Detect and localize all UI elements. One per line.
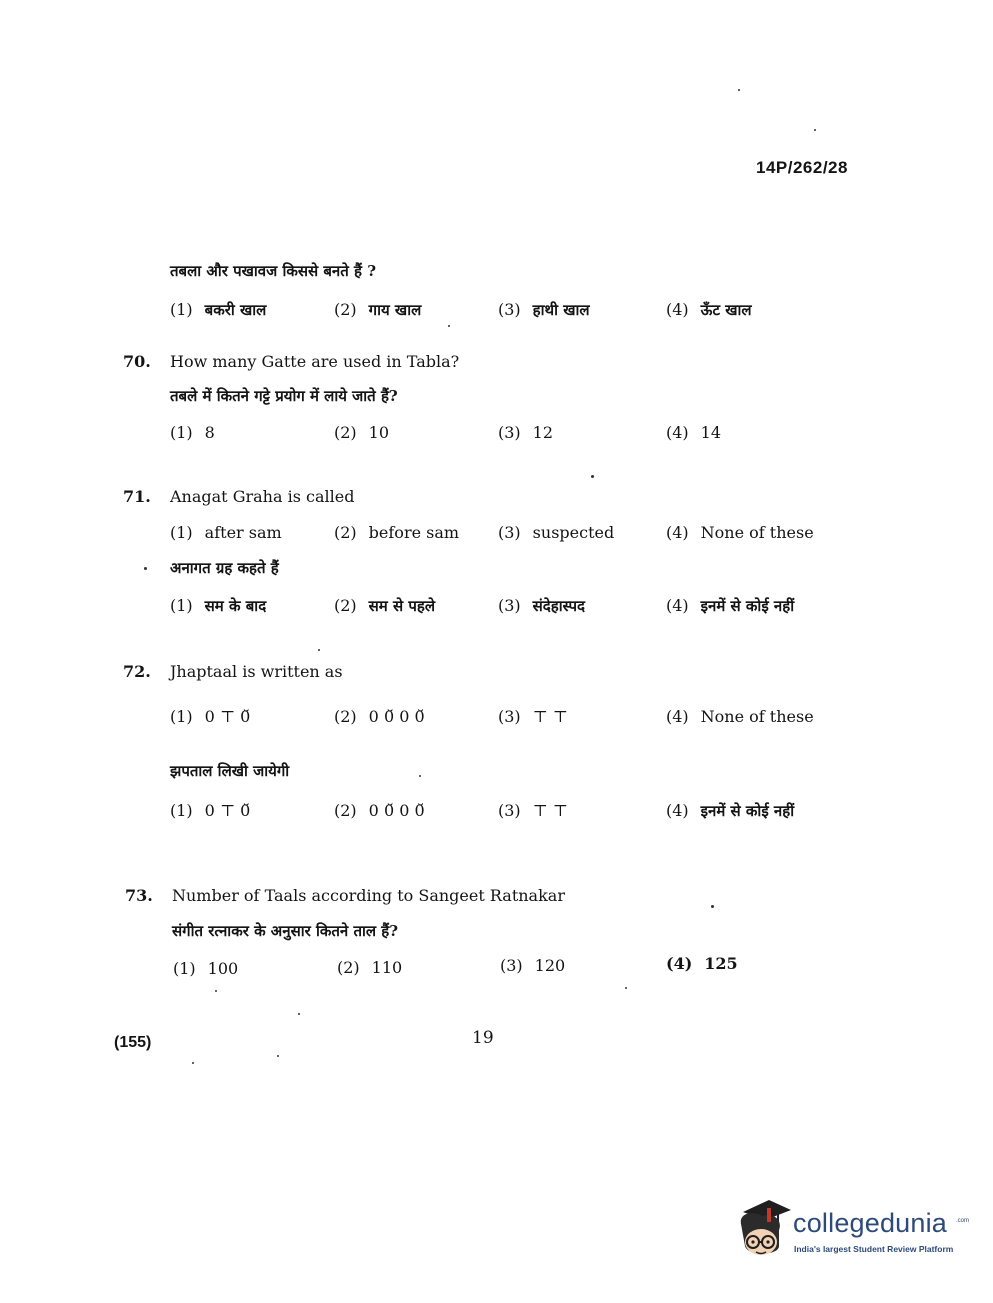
scan-speck bbox=[318, 649, 320, 651]
q72-option-en-4: (4) None of these bbox=[666, 707, 814, 726]
q73-option-1: (1) 100 bbox=[173, 959, 239, 978]
q70-option-1: (1) 8 bbox=[170, 423, 215, 442]
q73-option-4: (4) 125 bbox=[666, 954, 738, 973]
mascot-icon bbox=[735, 1198, 793, 1264]
q71-option-hi-2: (2) सम से पहले bbox=[334, 596, 436, 615]
q72-hindi-text: झपताल लिखी जायेगी bbox=[170, 762, 290, 780]
q71-option-en-3: (3) suspected bbox=[498, 523, 615, 542]
q70-english-text: How many Gatte are used in Tabla? bbox=[170, 352, 460, 371]
q69-option-2: (2) गाय खाल bbox=[334, 300, 422, 319]
q71-option-hi-1: (1) सम के बाद bbox=[170, 596, 267, 615]
scan-speck bbox=[738, 89, 740, 91]
scan-speck bbox=[591, 475, 594, 478]
q73-hindi-text: संगीत रत्नाकर के अनुसार कितने ताल हैं? bbox=[172, 922, 399, 940]
page-number: 19 bbox=[472, 1028, 494, 1048]
scan-speck bbox=[448, 325, 450, 327]
q71-option-en-1: (1) after sam bbox=[170, 523, 282, 542]
collegedunia-logo bbox=[735, 1198, 970, 1264]
q72-option-en-2: (2) 0 0̆ 0 0̆ bbox=[334, 707, 425, 726]
logo-tagline: India's largest Student Review Platform bbox=[794, 1244, 954, 1254]
scan-speck bbox=[215, 990, 217, 992]
q73-english-text: Number of Taals according to Sangeet Ratnakar bbox=[172, 886, 565, 905]
scan-speck bbox=[625, 987, 627, 989]
q73-option-3: (3) 120 bbox=[500, 956, 566, 975]
q70-option-3: (3) 12 bbox=[498, 423, 554, 442]
q71-number: 71. bbox=[123, 487, 151, 506]
q70-option-4: (4) 14 bbox=[666, 423, 722, 442]
footer-code: (155) bbox=[114, 1034, 152, 1051]
q71-option-hi-4: (4) इनमें से कोई नहीं bbox=[666, 596, 795, 615]
q71-option-hi-3: (3) संदेहास्पद bbox=[498, 596, 585, 615]
q71-option-en-2: (2) before sam bbox=[334, 523, 460, 542]
q72-option-hi-1: (1) 0 ⊤ 0̆ bbox=[170, 801, 251, 820]
q72-option-hi-4: (4) इनमें से कोई नहीं bbox=[666, 801, 795, 820]
q73-option-2: (2) 110 bbox=[337, 958, 403, 977]
q70-hindi-text: तबले में कितने गट्टे प्रयोग में लाये जाते हैं? bbox=[170, 387, 398, 405]
q72-option-hi-3: (3) ⊤ ⊤ bbox=[498, 801, 568, 820]
q71-hindi-text: अनागत ग्रह कहते हैं bbox=[170, 559, 279, 577]
q71-option-en-4: (4) None of these bbox=[666, 523, 814, 542]
logo-wordmark: collegedunia bbox=[793, 1208, 948, 1238]
scan-speck bbox=[711, 905, 714, 908]
q69-option-1: (1) बकरी खाल bbox=[170, 300, 267, 319]
scan-speck bbox=[277, 1055, 279, 1057]
q72-option-en-3: (3) ⊤ ⊤ bbox=[498, 707, 568, 726]
scan-speck bbox=[419, 775, 421, 777]
scan-speck bbox=[814, 129, 816, 131]
scan-speck bbox=[298, 1013, 300, 1015]
q73-number: 73. bbox=[125, 886, 153, 905]
q69-option-4: (4) ऊँट खाल bbox=[666, 300, 752, 319]
q72-option-en-1: (1) 0 ⊤ 0̆ bbox=[170, 707, 251, 726]
q69-option-3: (3) हाथी खाल bbox=[498, 300, 590, 319]
paper-code: 14P/262/28 bbox=[756, 158, 848, 177]
scan-speck bbox=[144, 567, 147, 570]
q72-number: 72. bbox=[123, 662, 151, 681]
q70-option-2: (2) 10 bbox=[334, 423, 390, 442]
q72-english-text: Jhaptaal is written as bbox=[170, 662, 343, 681]
q70-number: 70. bbox=[123, 352, 151, 371]
q72-option-hi-2: (2) 0 0̆ 0 0̆ bbox=[334, 801, 425, 820]
logo-suffix: .com bbox=[956, 1218, 970, 1224]
q71-english-text: Anagat Graha is called bbox=[170, 487, 355, 506]
q69-hindi-text: तबला और पखावज किससे बनते हैं ? bbox=[170, 262, 377, 280]
scan-speck bbox=[192, 1062, 194, 1064]
